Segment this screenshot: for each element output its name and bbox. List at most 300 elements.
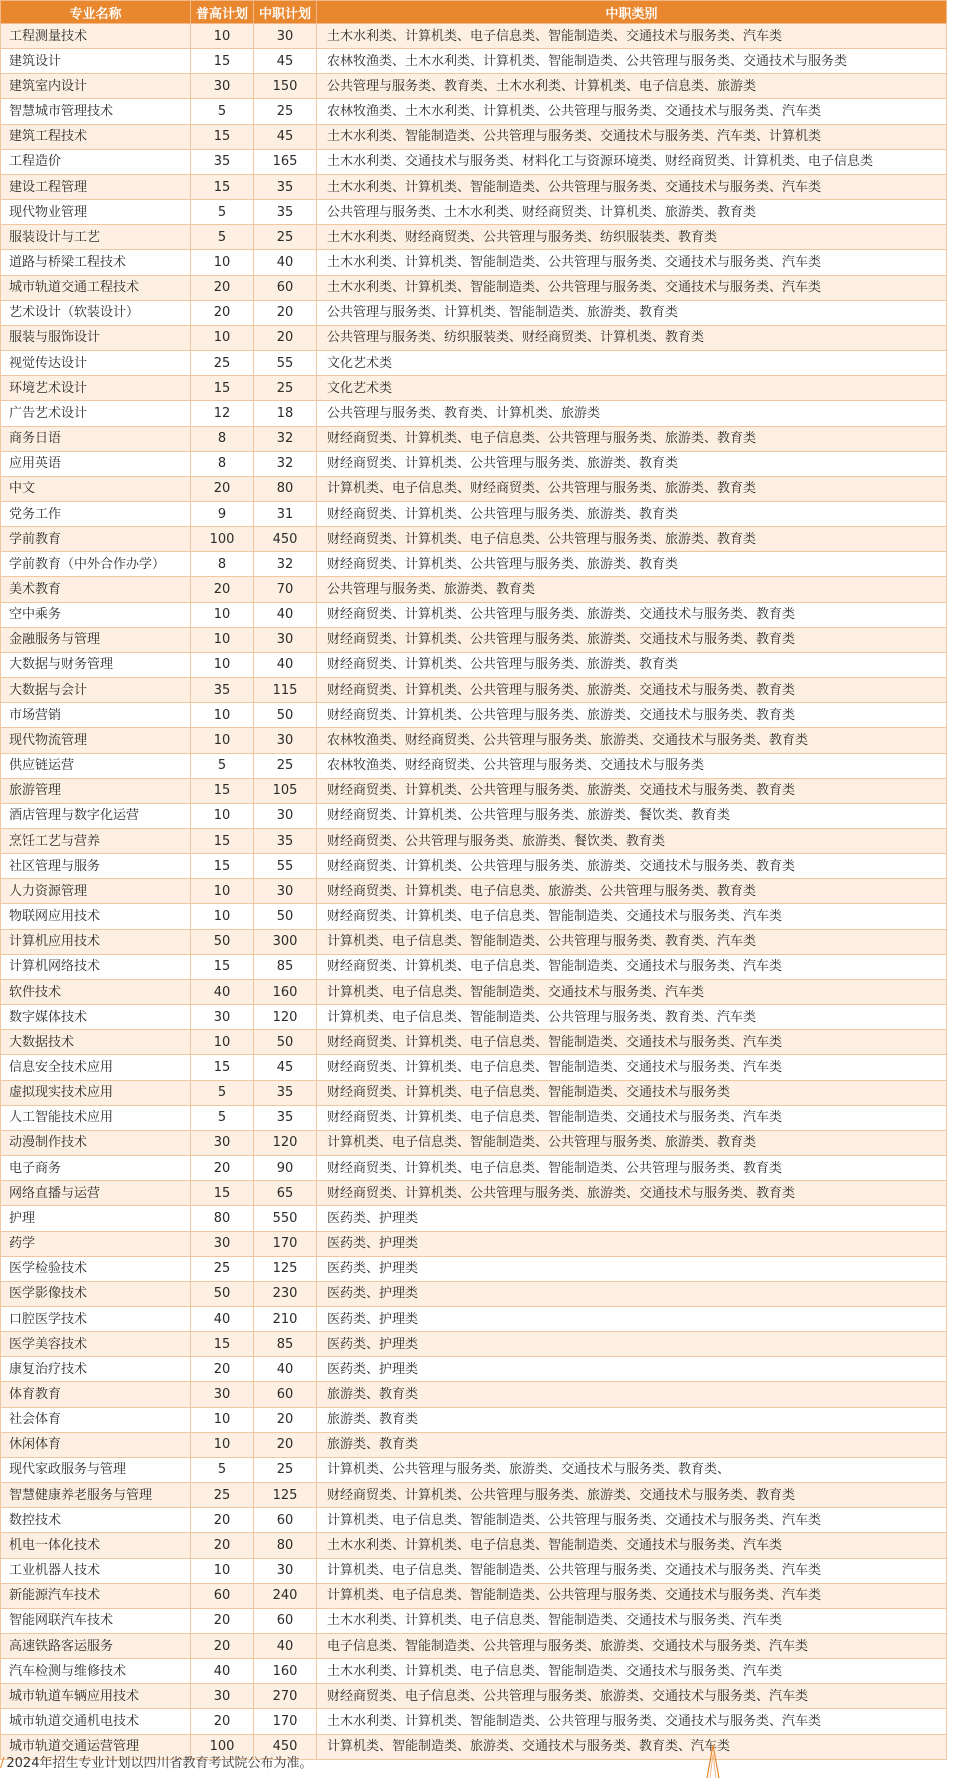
cell-vocational-category: 文化艺术类: [317, 376, 947, 401]
cell-vocational-plan: 300: [254, 929, 317, 954]
cell-vocational-category: 计算机类、电子信息类、智能制造类、公共管理与服务类、交通技术与服务类、汽车类: [317, 1558, 947, 1583]
table-row: [1, 703, 947, 728]
table-row: [1, 1156, 947, 1181]
cell-major-name: 中文: [1, 476, 191, 501]
cell-vocational-category: 公共管理与服务类、旅游类、教育类: [317, 577, 947, 602]
cell-vocational-category: 财经商贸类、计算机类、电子信息类、智能制造类、交通技术与服务类: [317, 1080, 947, 1105]
cell-vocational-category: 财经商贸类、计算机类、电子信息类、智能制造类、公共管理与服务类、教育类: [317, 1156, 947, 1181]
cell-vocational-category: 财经商贸类、计算机类、公共管理与服务类、旅游类、教育类: [317, 552, 947, 577]
cell-major-name: 护理: [1, 1206, 191, 1231]
cell-vocational-plan: 240: [254, 1583, 317, 1608]
table-row: [1, 929, 947, 954]
footnote-mark: /: [0, 1756, 5, 1771]
cell-general-hs-plan: 15: [191, 124, 254, 149]
cell-major-name: 视觉传达设计: [1, 351, 191, 376]
cell-general-hs-plan: 15: [191, 1055, 254, 1080]
cell-vocational-category: 财经商贸类、计算机类、公共管理与服务类、旅游类、交通技术与服务类、教育类: [317, 703, 947, 728]
cell-vocational-plan: 25: [254, 376, 317, 401]
cell-general-hs-plan: 30: [191, 1684, 254, 1709]
table-row: [1, 1659, 947, 1684]
cell-vocational-category: 土木水利类、计算机类、电子信息类、智能制造类、交通技术与服务类、汽车类: [317, 24, 947, 49]
cell-vocational-plan: 165: [254, 149, 317, 174]
cell-vocational-category: 土木水利类、计算机类、电子信息类、智能制造类、交通技术与服务类、汽车类: [317, 1533, 947, 1558]
cell-vocational-category: 土木水利类、财经商贸类、公共管理与服务类、纺织服装类、教育类: [317, 225, 947, 250]
table-row: [1, 728, 947, 753]
table-row: [1, 678, 947, 703]
table-row: [1, 376, 947, 401]
table-row: [1, 1432, 947, 1457]
cell-general-hs-plan: 15: [191, 854, 254, 879]
cell-general-hs-plan: 20: [191, 275, 254, 300]
cell-major-name: 服装与服饰设计: [1, 325, 191, 350]
table-row: [1, 602, 947, 627]
cell-vocational-category: 土木水利类、计算机类、智能制造类、公共管理与服务类、交通技术与服务类、汽车类: [317, 174, 947, 199]
cell-general-hs-plan: 50: [191, 929, 254, 954]
cell-vocational-category: 财经商贸类、计算机类、电子信息类、公共管理与服务类、旅游类、教育类: [317, 527, 947, 552]
cell-major-name: 道路与桥梁工程技术: [1, 250, 191, 275]
cell-vocational-plan: 90: [254, 1156, 317, 1181]
cell-general-hs-plan: 20: [191, 1156, 254, 1181]
table-row: [1, 1181, 947, 1206]
table-row: [1, 1457, 947, 1482]
cell-general-hs-plan: 20: [191, 1634, 254, 1659]
cell-vocational-category: 财经商贸类、计算机类、电子信息类、旅游类、公共管理与服务类、教育类: [317, 879, 947, 904]
cell-general-hs-plan: 30: [191, 1005, 254, 1030]
cell-major-name: 大数据技术: [1, 1030, 191, 1055]
cell-vocational-category: 财经商贸类、计算机类、电子信息类、智能制造类、交通技术与服务类、汽车类: [317, 1105, 947, 1130]
table-row: [1, 1105, 947, 1130]
cell-major-name: 虚拟现实技术应用: [1, 1080, 191, 1105]
cell-major-name: 大数据与会计: [1, 678, 191, 703]
table-row: [1, 979, 947, 1004]
cell-vocational-plan: 40: [254, 1357, 317, 1382]
cell-vocational-category: 计算机类、智能制造类、旅游类、交通技术与服务类、教育类、汽车类: [317, 1734, 947, 1759]
cell-vocational-plan: 40: [254, 1634, 317, 1659]
cell-major-name: 口腔医学技术: [1, 1306, 191, 1331]
cell-vocational-category: 土木水利类、计算机类、电子信息类、智能制造类、交通技术与服务类、汽车类: [317, 1659, 947, 1684]
table-row: [1, 426, 947, 451]
cell-major-name: 电子商务: [1, 1156, 191, 1181]
cell-vocational-plan: 85: [254, 1332, 317, 1357]
cell-vocational-category: 土木水利类、计算机类、智能制造类、公共管理与服务类、交通技术与服务类、汽车类: [317, 1709, 947, 1734]
table-header: [1, 1, 947, 24]
table-row: [1, 577, 947, 602]
cell-vocational-plan: 105: [254, 778, 317, 803]
cell-vocational-category: 财经商贸类、公共管理与服务类、旅游类、餐饮类、教育类: [317, 829, 947, 854]
cell-vocational-category: 土木水利类、交通技术与服务类、材料化工与资源环境类、财经商贸类、计算机类、电子信息类: [317, 149, 947, 174]
cell-major-name: 物联网应用技术: [1, 904, 191, 929]
cell-general-hs-plan: 15: [191, 1181, 254, 1206]
cell-vocational-plan: 45: [254, 1055, 317, 1080]
cell-major-name: 现代物业管理: [1, 200, 191, 225]
cell-major-name: 工程造价: [1, 149, 191, 174]
cell-general-hs-plan: 8: [191, 451, 254, 476]
cell-major-name: 计算机应用技术: [1, 929, 191, 954]
cell-general-hs-plan: 20: [191, 1608, 254, 1633]
cell-vocational-category: 旅游类、教育类: [317, 1407, 947, 1432]
table-row: [1, 1407, 947, 1432]
cell-vocational-plan: 30: [254, 803, 317, 828]
cell-general-hs-plan: 20: [191, 1357, 254, 1382]
cell-vocational-plan: 80: [254, 476, 317, 501]
cell-general-hs-plan: 10: [191, 1407, 254, 1432]
cell-general-hs-plan: 20: [191, 577, 254, 602]
cell-vocational-category: 医药类、护理类: [317, 1256, 947, 1281]
cell-general-hs-plan: 30: [191, 1231, 254, 1256]
table-row: [1, 552, 947, 577]
cell-major-name: 环境艺术设计: [1, 376, 191, 401]
cell-vocational-category: 财经商贸类、计算机类、公共管理与服务类、旅游类、交通技术与服务类、教育类: [317, 678, 947, 703]
table-row: [1, 904, 947, 929]
cell-major-name: 新能源汽车技术: [1, 1583, 191, 1608]
table-row: [1, 1332, 947, 1357]
cell-major-name: 体育教育: [1, 1382, 191, 1407]
table-row: [1, 1206, 947, 1231]
cell-major-name: 大数据与财务管理: [1, 652, 191, 677]
cell-general-hs-plan: 20: [191, 1709, 254, 1734]
cell-vocational-plan: 150: [254, 74, 317, 99]
cell-vocational-plan: 65: [254, 1181, 317, 1206]
cell-general-hs-plan: 10: [191, 652, 254, 677]
table-row: [1, 854, 947, 879]
cell-vocational-category: 财经商贸类、计算机类、公共管理与服务类、旅游类、教育类: [317, 501, 947, 526]
table-row: [1, 225, 947, 250]
cell-major-name: 酒店管理与数字化运营: [1, 803, 191, 828]
cell-general-hs-plan: 10: [191, 728, 254, 753]
cell-vocational-category: 农林牧渔类、财经商贸类、公共管理与服务类、旅游类、交通技术与服务类、教育类: [317, 728, 947, 753]
cell-vocational-category: 计算机类、电子信息类、智能制造类、交通技术与服务类、汽车类: [317, 979, 947, 1004]
cell-general-hs-plan: 20: [191, 476, 254, 501]
cell-major-name: 建筑设计: [1, 49, 191, 74]
cell-general-hs-plan: 100: [191, 527, 254, 552]
cell-vocational-category: 财经商贸类、计算机类、公共管理与服务类、旅游类、餐饮类、教育类: [317, 803, 947, 828]
footnote: [0, 1754, 312, 1774]
cell-general-hs-plan: 25: [191, 1256, 254, 1281]
table-row: [1, 803, 947, 828]
cell-major-name: 旅游管理: [1, 778, 191, 803]
cell-general-hs-plan: 40: [191, 979, 254, 1004]
cell-major-name: 人力资源管理: [1, 879, 191, 904]
cell-vocational-category: 计算机类、电子信息类、智能制造类、公共管理与服务类、教育类、汽车类: [317, 929, 947, 954]
cell-vocational-category: 计算机类、电子信息类、智能制造类、公共管理与服务类、旅游类、教育类: [317, 1130, 947, 1155]
cell-major-name: 美术教育: [1, 577, 191, 602]
table-row: [1, 1508, 947, 1533]
cell-vocational-plan: 31: [254, 501, 317, 526]
cell-vocational-plan: 125: [254, 1483, 317, 1508]
cell-general-hs-plan: 15: [191, 778, 254, 803]
cell-vocational-category: 财经商贸类、电子信息类、公共管理与服务类、旅游类、交通技术与服务类、汽车类: [317, 1684, 947, 1709]
cell-vocational-plan: 32: [254, 451, 317, 476]
cell-general-hs-plan: 15: [191, 954, 254, 979]
cell-vocational-plan: 210: [254, 1306, 317, 1331]
cell-general-hs-plan: 20: [191, 1533, 254, 1558]
cell-general-hs-plan: 40: [191, 1306, 254, 1331]
cell-major-name: 智能网联汽车技术: [1, 1608, 191, 1633]
cell-vocational-plan: 25: [254, 753, 317, 778]
cell-general-hs-plan: 10: [191, 703, 254, 728]
table-row: [1, 200, 947, 225]
footnote-text: 2024年招生专业计划以四川省教育考试院公布为准。: [6, 1756, 313, 1771]
cell-vocational-plan: 60: [254, 1382, 317, 1407]
table-row: [1, 652, 947, 677]
cell-vocational-category: 土木水利类、智能制造类、公共管理与服务类、交通技术与服务类、汽车类、计算机类: [317, 124, 947, 149]
cell-major-name: 学前教育: [1, 527, 191, 552]
cell-vocational-plan: 170: [254, 1709, 317, 1734]
cell-vocational-category: 计算机类、电子信息类、财经商贸类、公共管理与服务类、旅游类、教育类: [317, 476, 947, 501]
cell-major-name: 药学: [1, 1231, 191, 1256]
cell-general-hs-plan: 10: [191, 602, 254, 627]
cell-vocational-plan: 30: [254, 627, 317, 652]
table-row: [1, 627, 947, 652]
cell-vocational-category: 旅游类、教育类: [317, 1432, 947, 1457]
cell-major-name: 城市轨道交通运营管理: [1, 1734, 191, 1759]
cell-vocational-plan: 85: [254, 954, 317, 979]
cell-general-hs-plan: 10: [191, 1030, 254, 1055]
cell-major-name: 计算机网络技术: [1, 954, 191, 979]
table-row: [1, 778, 947, 803]
cell-vocational-plan: 160: [254, 1659, 317, 1684]
cell-vocational-category: 财经商贸类、计算机类、公共管理与服务类、旅游类、交通技术与服务类、教育类: [317, 1483, 947, 1508]
cell-vocational-plan: 35: [254, 200, 317, 225]
cell-major-name: 金融服务与管理: [1, 627, 191, 652]
cell-major-name: 艺术设计（软装设计）: [1, 300, 191, 325]
cell-vocational-plan: 45: [254, 49, 317, 74]
table-row: [1, 1055, 947, 1080]
table-row: [1, 1130, 947, 1155]
cell-vocational-plan: 35: [254, 174, 317, 199]
cell-general-hs-plan: 25: [191, 351, 254, 376]
cell-vocational-plan: 40: [254, 250, 317, 275]
cell-vocational-plan: 55: [254, 351, 317, 376]
cell-vocational-plan: 20: [254, 1407, 317, 1432]
cell-vocational-category: 计算机类、公共管理与服务类、旅游类、交通技术与服务类、教育类、: [317, 1457, 947, 1482]
table-row: [1, 1231, 947, 1256]
cell-general-hs-plan: 12: [191, 401, 254, 426]
cell-vocational-category: 医药类、护理类: [317, 1206, 947, 1231]
cell-vocational-category: 农林牧渔类、土木水利类、计算机类、智能制造类、公共管理与服务类、交通技术与服务类: [317, 49, 947, 74]
cell-major-name: 医学影像技术: [1, 1281, 191, 1306]
cell-major-name: 工程测量技术: [1, 24, 191, 49]
table-row: [1, 954, 947, 979]
cell-vocational-plan: 120: [254, 1130, 317, 1155]
cell-vocational-plan: 40: [254, 602, 317, 627]
cell-vocational-category: 公共管理与服务类、计算机类、智能制造类、旅游类、教育类: [317, 300, 947, 325]
cell-vocational-category: 财经商贸类、计算机类、电子信息类、智能制造类、交通技术与服务类、汽车类: [317, 1030, 947, 1055]
header-major-name: 专业名称: [1, 1, 191, 24]
cell-vocational-plan: 30: [254, 728, 317, 753]
cell-vocational-category: 医药类、护理类: [317, 1281, 947, 1306]
cell-general-hs-plan: 10: [191, 1432, 254, 1457]
cell-vocational-plan: 550: [254, 1206, 317, 1231]
cell-vocational-category: 旅游类、教育类: [317, 1382, 947, 1407]
cell-major-name: 医学检验技术: [1, 1256, 191, 1281]
cell-general-hs-plan: 5: [191, 1105, 254, 1130]
header-row: [1, 1, 947, 24]
cell-major-name: 烹饪工艺与营养: [1, 829, 191, 854]
cell-general-hs-plan: 5: [191, 99, 254, 124]
cell-general-hs-plan: 5: [191, 200, 254, 225]
table-row: [1, 49, 947, 74]
cell-general-hs-plan: 5: [191, 225, 254, 250]
table-row: [1, 1030, 947, 1055]
cell-vocational-category: 计算机类、电子信息类、智能制造类、公共管理与服务类、交通技术与服务类、汽车类: [317, 1508, 947, 1533]
table-row: [1, 476, 947, 501]
cell-vocational-plan: 450: [254, 1734, 317, 1759]
cell-vocational-plan: 30: [254, 1558, 317, 1583]
table-row: [1, 250, 947, 275]
table-row: [1, 1281, 947, 1306]
cell-vocational-category: 财经商贸类、计算机类、公共管理与服务类、旅游类、教育类: [317, 652, 947, 677]
cell-vocational-plan: 60: [254, 1508, 317, 1533]
cell-major-name: 城市轨道交通机电技术: [1, 1709, 191, 1734]
table-row: [1, 1080, 947, 1105]
cell-vocational-plan: 160: [254, 979, 317, 1004]
cell-major-name: 广告艺术设计: [1, 401, 191, 426]
cell-general-hs-plan: 15: [191, 376, 254, 401]
table-row: [1, 1005, 947, 1030]
table-row: [1, 1709, 947, 1734]
cell-major-name: 应用英语: [1, 451, 191, 476]
cell-vocational-plan: 270: [254, 1684, 317, 1709]
cell-vocational-plan: 125: [254, 1256, 317, 1281]
cell-major-name: 建筑工程技术: [1, 124, 191, 149]
cell-vocational-category: 计算机类、电子信息类、智能制造类、公共管理与服务类、教育类、汽车类: [317, 1005, 947, 1030]
cell-vocational-category: 财经商贸类、计算机类、公共管理与服务类、旅游类、交通技术与服务类、教育类: [317, 602, 947, 627]
table-row: [1, 1583, 947, 1608]
table-row: [1, 1306, 947, 1331]
cell-vocational-category: 财经商贸类、计算机类、电子信息类、智能制造类、交通技术与服务类、汽车类: [317, 1055, 947, 1080]
cell-major-name: 建筑室内设计: [1, 74, 191, 99]
cell-major-name: 现代物流管理: [1, 728, 191, 753]
table-row: [1, 275, 947, 300]
cell-vocational-plan: 25: [254, 99, 317, 124]
table-row: [1, 879, 947, 904]
cell-general-hs-plan: 35: [191, 149, 254, 174]
cell-major-name: 学前教育（中外合作办学）: [1, 552, 191, 577]
table-row: [1, 1608, 947, 1633]
cell-vocational-category: 财经商贸类、计算机类、电子信息类、智能制造类、交通技术与服务类、汽车类: [317, 954, 947, 979]
cell-vocational-plan: 450: [254, 527, 317, 552]
cell-general-hs-plan: 30: [191, 1382, 254, 1407]
table-row: [1, 124, 947, 149]
cell-general-hs-plan: 15: [191, 174, 254, 199]
cell-major-name: 城市轨道交通工程技术: [1, 275, 191, 300]
cell-vocational-plan: 20: [254, 1432, 317, 1457]
cell-vocational-plan: 25: [254, 225, 317, 250]
cell-vocational-plan: 80: [254, 1533, 317, 1558]
cell-general-hs-plan: 40: [191, 1659, 254, 1684]
cell-general-hs-plan: 60: [191, 1583, 254, 1608]
table-row: [1, 501, 947, 526]
cell-vocational-category: 财经商贸类、计算机类、电子信息类、智能制造类、交通技术与服务类、汽车类: [317, 904, 947, 929]
table-row: [1, 1684, 947, 1709]
cell-major-name: 市场营销: [1, 703, 191, 728]
cell-vocational-plan: 170: [254, 1231, 317, 1256]
table-row: [1, 1382, 947, 1407]
cell-general-hs-plan: 10: [191, 879, 254, 904]
cell-vocational-plan: 32: [254, 552, 317, 577]
table-row: [1, 74, 947, 99]
table-row: [1, 24, 947, 49]
cell-general-hs-plan: 50: [191, 1281, 254, 1306]
cell-vocational-category: 土木水利类、计算机类、智能制造类、公共管理与服务类、交通技术与服务类、汽车类: [317, 250, 947, 275]
cell-vocational-plan: 60: [254, 275, 317, 300]
cell-vocational-plan: 20: [254, 325, 317, 350]
cell-major-name: 汽车检测与维修技术: [1, 1659, 191, 1684]
cell-vocational-plan: 70: [254, 577, 317, 602]
cell-vocational-category: 财经商贸类、计算机类、电子信息类、公共管理与服务类、旅游类、教育类: [317, 426, 947, 451]
cell-general-hs-plan: 10: [191, 627, 254, 652]
cell-major-name: 工业机器人技术: [1, 1558, 191, 1583]
cell-vocational-category: 公共管理与服务类、教育类、计算机类、旅游类: [317, 401, 947, 426]
cell-major-name: 人工智能技术应用: [1, 1105, 191, 1130]
cell-general-hs-plan: 10: [191, 325, 254, 350]
header-vocational-category: 中职类别: [317, 1, 947, 24]
cell-major-name: 机电一体化技术: [1, 1533, 191, 1558]
cell-vocational-category: 土木水利类、计算机类、电子信息类、智能制造类、交通技术与服务类、汽车类: [317, 1608, 947, 1633]
cell-vocational-category: 医药类、护理类: [317, 1231, 947, 1256]
table-row: [1, 451, 947, 476]
cell-general-hs-plan: 5: [191, 1080, 254, 1105]
cell-vocational-plan: 35: [254, 829, 317, 854]
cell-general-hs-plan: 10: [191, 24, 254, 49]
table-row: [1, 1483, 947, 1508]
table-row: [1, 1533, 947, 1558]
cell-vocational-category: 医药类、护理类: [317, 1357, 947, 1382]
cell-vocational-category: 财经商贸类、计算机类、公共管理与服务类、旅游类、交通技术与服务类、教育类: [317, 627, 947, 652]
cell-vocational-plan: 32: [254, 426, 317, 451]
cell-vocational-plan: 35: [254, 1080, 317, 1105]
cell-major-name: 医学美容技术: [1, 1332, 191, 1357]
cell-general-hs-plan: 5: [191, 1457, 254, 1482]
cell-general-hs-plan: 8: [191, 552, 254, 577]
cell-vocational-category: 财经商贸类、计算机类、公共管理与服务类、旅游类、教育类: [317, 451, 947, 476]
cell-vocational-category: 计算机类、电子信息类、智能制造类、公共管理与服务类、交通技术与服务类、汽车类: [317, 1583, 947, 1608]
table-row: [1, 1634, 947, 1659]
cell-general-hs-plan: 15: [191, 1332, 254, 1357]
cell-major-name: 数字媒体技术: [1, 1005, 191, 1030]
cell-major-name: 现代家政服务与管理: [1, 1457, 191, 1482]
cell-major-name: 休闲体育: [1, 1432, 191, 1457]
cell-general-hs-plan: 80: [191, 1206, 254, 1231]
table-row: [1, 300, 947, 325]
cell-general-hs-plan: 30: [191, 74, 254, 99]
table-row: [1, 753, 947, 778]
table-row: [1, 149, 947, 174]
cell-general-hs-plan: 10: [191, 250, 254, 275]
cell-vocational-plan: 120: [254, 1005, 317, 1030]
cell-vocational-plan: 30: [254, 24, 317, 49]
cell-general-hs-plan: 35: [191, 678, 254, 703]
cell-vocational-plan: 20: [254, 300, 317, 325]
table-row: [1, 1256, 947, 1281]
cell-major-name: 智慧城市管理技术: [1, 99, 191, 124]
cell-general-hs-plan: 20: [191, 1508, 254, 1533]
table-row: [1, 401, 947, 426]
cell-vocational-plan: 230: [254, 1281, 317, 1306]
table-row: [1, 325, 947, 350]
cell-vocational-plan: 55: [254, 854, 317, 879]
cell-vocational-plan: 45: [254, 124, 317, 149]
cell-general-hs-plan: 9: [191, 501, 254, 526]
cell-major-name: 信息安全技术应用: [1, 1055, 191, 1080]
cell-general-hs-plan: 25: [191, 1483, 254, 1508]
cell-general-hs-plan: 15: [191, 49, 254, 74]
cell-major-name: 网络直播与运营: [1, 1181, 191, 1206]
table-row: [1, 351, 947, 376]
cell-major-name: 数控技术: [1, 1508, 191, 1533]
cell-vocational-category: 电子信息类、智能制造类、公共管理与服务类、旅游类、交通技术与服务类、汽车类: [317, 1634, 947, 1659]
